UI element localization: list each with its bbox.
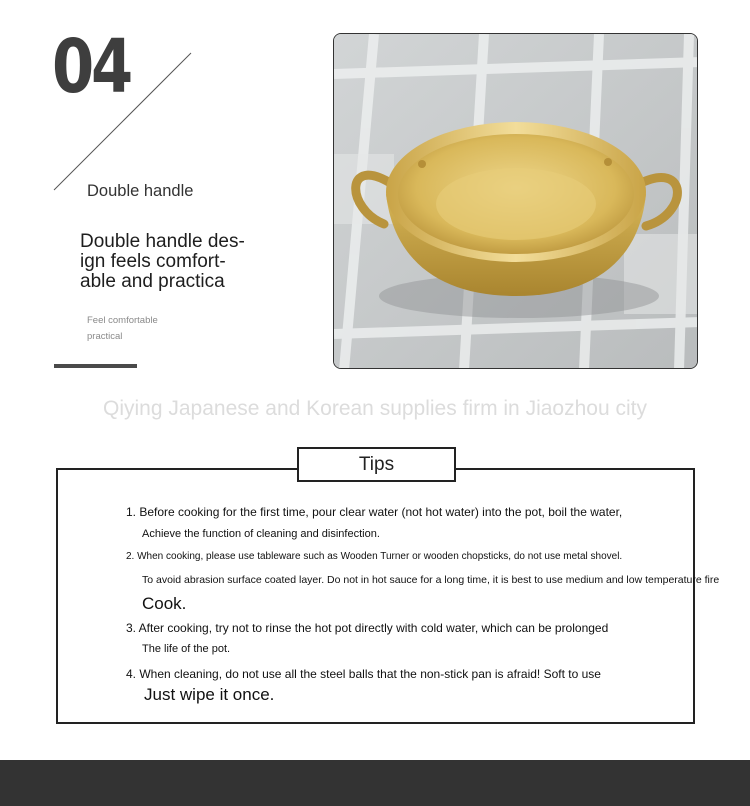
product-photo bbox=[333, 33, 698, 369]
tips-box bbox=[56, 468, 720, 724]
feature-description: Double handle des- ign feels comfort- able and practica bbox=[80, 231, 245, 292]
feature-small-text: Feel comfortable practical bbox=[87, 315, 158, 342]
tip-line-1: 1. Before cooking for the first time, pour clear water (not hot water) into the pot, boil the water, bbox=[126, 505, 623, 519]
tip-line-4: 4. When cleaning, do not use all the steel balls that the non-stick pan is afraid! Soft to use bbox=[126, 667, 601, 681]
firm-name: Qiying Japanese and Korean supplies firm in Jiaozhou city bbox=[103, 397, 647, 420]
tip-line-4b: Just wipe it once. bbox=[144, 685, 275, 704]
tip-line-2: 2. When cooking, please use tableware such as Wooden Turner or wooden chopsticks, do not use metal shovel. bbox=[126, 551, 623, 562]
tips-label: Tips bbox=[297, 447, 456, 482]
pot-illustration bbox=[334, 34, 698, 369]
feature-underline bbox=[54, 364, 137, 368]
tip-line-3: 3. After cooking, try not to rinse the hot pot directly with cold water, which can be prolonged bbox=[126, 621, 609, 635]
tip-line-1b: Achieve the function of cleaning and disinfection. bbox=[142, 528, 380, 540]
feature-number: 04 bbox=[52, 24, 130, 110]
tip-line-2b: To avoid abrasion surface coated layer. Do not in hot sauce for a long time, it is best to use medium and low temperature fire bbox=[142, 574, 720, 586]
feature-title: Double handle bbox=[87, 182, 194, 200]
footer-bar bbox=[0, 760, 750, 806]
tip-line-3b: The life of the pot. bbox=[142, 643, 231, 655]
tip-line-2c: Cook. bbox=[142, 594, 187, 613]
